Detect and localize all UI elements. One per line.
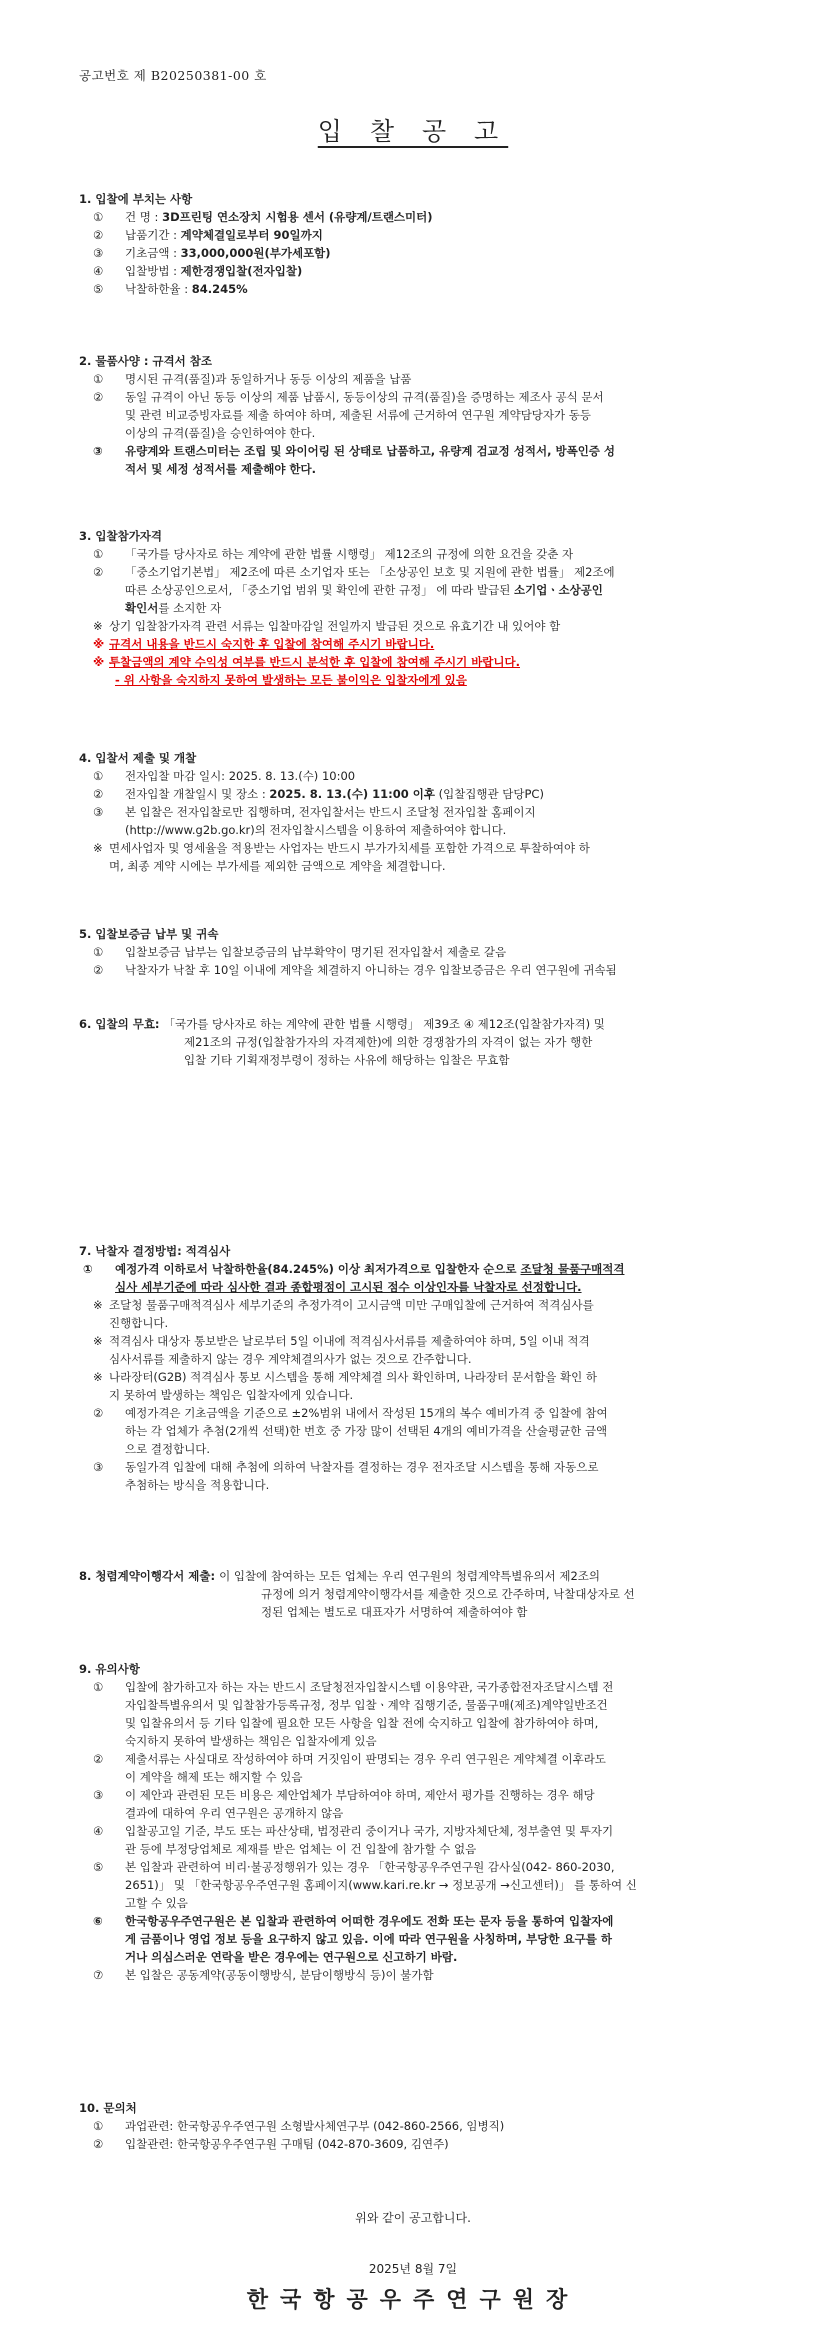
bid-item-row: ⑤ 낙찰하한율 : 84.245% [93,282,248,296]
signer-name: 한국항공우주연구원장 [246,2287,580,2313]
page-title: 입 찰 공 고 [317,117,509,146]
bid-item-value: 33,000,000원(부가세포함) [180,246,331,260]
section-title: 2. 물품사양 : 규격서 참조 [79,354,212,368]
list-item: ① 예정가격 이하로서 낙찰하한율(84.245%) 이상 최저가격으로 입찰한자 순으로 조달청 물품구매적격 심사 세부기준에 따라 심사한 결과 종합평점이 고시된 점수 이상인자를 낙찰자로 선정합니다. [83,1262,625,1294]
bid-item-label: 건 명 : [125,210,163,224]
bid-items-list [79,208,769,298]
notice-date: 2025년 8월 7일 [368,2262,458,2276]
bid-item-label: 납품기간 : [125,228,181,242]
section-title: 3. 입찰참가자격 [79,529,163,543]
list-item: ④ 입찰공고일 기준, 부도 또는 파산상태, 법정관리 중이거나 국가, 지방자체단체, 정부출연 및 투자기 관 등에 부정당업체로 제재를 받은 업체는 이 건 입찰에 참가할 수 없음 [93,1824,614,1856]
list-item: ② 예정가격은 기초금액을 기준으로 ±2%범위 내에서 작성된 15개의 복수 예비가격 중 입찰에 참여 하는 각 업체가 추첨(2개씩 선택)한 번호 중 가장 많이 선택된 4개의 예비가격을 산술평균한 금액 으로 결정합니다. [93,1406,608,1456]
contact-item: ② 입찰관련: 한국항공우주연구원 구매팀 (042-870-3609, 김연주) [93,2137,449,2151]
section-award-method [79,1242,769,1494]
list-item: ② 낙찰자가 낙찰 후 10일 이내에 계약을 체결하지 아니하는 경우 입찰보증금은 우리 연구원에 귀속됨 [93,963,617,977]
section-contact [79,2099,769,2153]
note-item: ※ 적격심사 대상자 통보받은 날로부터 5일 이내에 적격심사서류를 제출하여야 하며, 5일 이내 적격 심사서류를 제출하지 않는 경우 계약체결의사가 없는 것으로 간주합니다. [93,1334,590,1366]
bid-item-value: 84.245% [191,282,248,296]
closing-statement: 위와 같이 공고합니다. [355,2211,471,2225]
section-title: 5. 입찰보증금 납부 및 귀속 [79,927,219,941]
section-title: 7. 낙찰자 결정방법: 적격심사 [79,1244,231,1258]
bid-item-value: 3D프린팅 연소장치 시험용 센서 (유량계/트랜스미터) [162,210,433,224]
list-item: ③ 동일가격 입찰에 대해 추첨에 의하여 낙찰자를 결정하는 경우 전자조달 시스템을 통해 자동으로 추첨하는 방식을 적용합니다. [93,1460,599,1492]
section-title: 1. 입찰에 부치는 사항 [79,192,193,206]
list-item: ⑥ 한국항공우주연구원은 본 입찰과 관련하여 어떠한 경우에도 전화 또는 문자 등을 통하여 입찰자에 게 금품이나 영업 정보 등을 요구하지 않고 있음. 이에 따라 연구원을 사칭하며, 부당한 요구를 하 거나 의심스러운 연락을 받은 경우에는 연구원으로 신고하기 바람. [93,1914,614,1964]
bid-item-value: 제한경쟁입찰(전자입찰) [180,264,303,278]
section-specs [79,352,769,478]
note-item: ※ 조달청 물품구매적격심사 세부기준의 추정가격이 고시금액 미만 구매입찰에 근거하여 적격심사를 진행합니다. [93,1298,594,1330]
bid-item-label: 기초금액 : [125,246,181,260]
warning-note: ※ 투찰금액의 계약 수익성 여부를 반드시 분석한 후 입찰에 참여해 주시기 바랍니다. [93,655,520,669]
section-title: 4. 입찰서 제출 및 개찰 [79,751,197,765]
section-integrity-pledge: 8. 청렴계약이행각서 제출: 이 입찰에 참여하는 모든 업체는 우리 연구원의 청렴계약특별유의서 제2조의 규정에 의거 청렴계약이행각서를 제출한 것으로 간주하며, 낙찰대상자로 선 정된 업체는 별도로 대표자가 서명하여 제출하여야 함 [79,1569,635,1619]
list-item: ① 명시된 규격(품질)과 동일하거나 동등 이상의 제품을 납품 [93,372,412,386]
list-item: ① 입찰보증금 납부는 입찰보증금의 납부확약이 명기된 전자입찰서 제출로 갈음 [93,945,507,959]
list-item: ① 전자입찰 마감 일시: 2025. 8. 13.(수) 10:00 [93,769,356,783]
bid-item-row: ④ 입찰방법 : 제한경쟁입찰(전자입찰) [93,264,303,278]
bid-item-label: 낙찰하한율 : [125,282,192,296]
list-item: ② 제출서류는 사실대로 작성하여야 하며 거짓임이 판명되는 경우 우리 연구원은 계약체결 이후라도 이 계약을 해제 또는 해지할 수 있음 [93,1752,606,1784]
note-item: ※ 면세사업자 및 영세율을 적용받는 사업자는 반드시 부가가치세를 포함한 가격으로 투찰하여야 하 며, 최종 계약 시에는 부가세를 제외한 금액으로 계약을 체결합니다. [93,841,590,873]
section-submission [79,749,769,875]
list-item: ② 전자입찰 개찰일시 및 장소 : 2025. 8. 13.(수) 11:00 이후 (입찰집행관 담당PC) [93,787,544,801]
list-item: ③ 이 제안과 관련된 모든 비용은 제안업체가 부담하여야 하며, 제안서 평가를 진행하는 경우 해당 결과에 대하여 우리 연구원은 공개하지 않음 [93,1788,595,1820]
list-item: ③ 본 입찰은 전자입찰로만 집행하며, 전자입찰서는 반드시 조달청 전자입찰 홈페이지 (http://www.g2b.go.kr)의 전자입찰시스템을 이용하여 제출하여야 합니다. [93,805,536,837]
bid-item-row: ② 납품기간 : 계약체결일로부터 90일까지 [93,228,323,242]
warning-note: ※ 규격서 내용을 반드시 숙지한 후 입찰에 참여해 주시기 바랍니다. [93,637,435,651]
bid-item-value: 계약체결일로부터 90일까지 [180,228,323,242]
bid-item-row: ① 건 명 : 3D프린팅 연소장치 시험용 센서 (유량계/트랜스미터) [93,210,433,224]
bid-item-label: 입찰방법 : [125,264,181,278]
list-item: ① 「국가를 당사자로 하는 계약에 관한 법률 시행령」 제12조의 규정에 의한 요건을 갖춘 자 [93,547,574,561]
contact-item: ① 과업관련: 한국항공우주연구원 소형발사체연구부 (042-860-2566, 임병직) [93,2119,505,2133]
section-invalid-bids: 6. 입찰의 무효: 「국가를 당사자로 하는 계약에 관한 법률 시행령」 제39조 ④ 제12조(입찰참가자격) 및 제21조의 규정(입찰참가자의 자격제한)에 의한 경쟁참가의 자격이 없는 자가 행한 입찰 기타 기획재정부령이 정하는 사유에 해당하는 입찰은 무효함 [79,1017,605,1067]
note-item: ※ 상기 입찰참가자격 관련 서류는 입찰마감일 전일까지 발급된 것으로 유효기간 내 있어야 함 [93,619,561,633]
list-item: ⑦ 본 입찰은 공동계약(공동이행방식, 분담이행방식 등)이 불가함 [93,1968,434,1982]
list-item: ① 입찰에 참가하고자 하는 자는 반드시 조달청전자입찰시스템 이용약관, 국가종합전자조달시스템 전 자입찰특별유의서 및 입찰참가등록규정, 정부 입찰ㆍ계약 집행기준, 물품구매(제조)계약일반조건 및 입찰유의서 등 기타 입찰에 필요한 모든 사항을 입찰 전에 숙지하고 입찰에 참가하여야 하며, 숙지하지 못하여 발생하는 책임은 입찰자에게 있음 [93,1680,614,1748]
bid-item-row: ③ 기초금액 : 33,000,000원(부가세포함) [93,246,331,260]
section-precautions [79,1660,769,1984]
section-bid-items [79,190,769,298]
section-title: 9. 유의사항 [79,1662,140,1676]
section-title: 10. 문의처 [79,2101,137,2115]
section-deposit [79,925,769,979]
list-item: ② 「중소기업기본법」 제2조에 따른 소기업자 또는 「소상공인 보호 및 지원에 관한 법률」 제2조에 따른 소상공인으로서, 「중소기업 범위 및 확인에 관한 규정」 에 따라 발급된 소기업ㆍ소상공인 확인서를 소지한 자 [93,565,615,615]
list-item: ⑤ 본 입찰과 관련하여 비리·불공정행위가 있는 경우 「한국항공우주연구원 감사실(042- 860-2030, 2651)」 및 「한국항공우주연구원 홈페이지(www.kari.re.kr → 정보공개 →신고센터)」 를 통하여 신 고할 수 있음 [93,1860,637,1910]
warning-note: - 위 사항을 숙지하지 못하여 발생하는 모든 불이익은 입찰자에게 있음 [115,673,467,687]
note-item: ※ 나라장터(G2B) 적격심사 통보 시스템을 통해 계약체결 의사 확인하며, 나라장터 문서함을 확인 하 지 못하여 발생하는 책임은 입찰자에게 있습니다. [93,1370,597,1402]
section-eligibility [79,527,769,689]
list-item: ③ 유량계와 트랜스미터는 조립 및 와이어링 된 상태로 납품하고, 유량계 검교정 성적서, 방폭인증 성 적서 및 세정 성적서를 제출해야 한다. [93,444,616,476]
list-item: ② 동일 규격이 아닌 동등 이상의 제품 납품시, 동등이상의 규격(품질)을 증명하는 제조사 공식 문서 및 관련 비교증빙자료를 제출 하여야 하며, 제출된 서류에 근거하여 연구원 계약담당자가 동등 이상의 규격(품질)을 승인하여야 한다. [93,390,604,440]
section-title: 6. 입찰의 무효: [79,1017,164,1031]
section-title: 8. 청렴계약이행각서 제출: [79,1569,220,1583]
notice-number: 공고번호 제 B20250381-00 호 [79,68,267,83]
